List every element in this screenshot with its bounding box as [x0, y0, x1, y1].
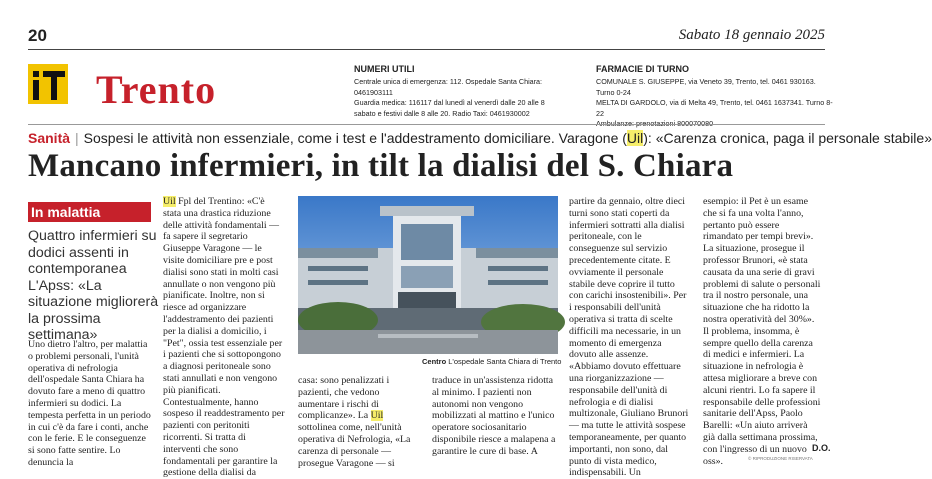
issue-date: Sabato 18 gennaio 2025 — [678, 27, 825, 43]
numeri-utili-title: NUMERI UTILI — [354, 64, 415, 74]
numeri-utili-line: Guardia medica: 116117 dal lunedì al venerdì dalle 20 alle 8 — [354, 98, 545, 107]
article-column-6: esempio: il Pet è un esame che si fa una volta l'anno, pertanto può essere rimandato per tempi brevi». La situazione, prosegue il professor Brunori, «è stata causata da una serie di gravi problemi di salute o personali tra il nostro personale, una situazione che ha ridotto la nostra operatività del 30%». Il problema, insomma, è sempre quello della carenza di medici e infermieri. La situazione in nefrologia è attesa migliorare a breve con alcuni rientri. Lo fa sapere il responsabile delle professioni sanitarie dell'Apss, Paolo Barelli: «Un aiuto arriverà già dalla settimana prossima, con l'ingresso di un nuovo oss». — [703, 196, 821, 467]
photo-caption — [422, 357, 561, 366]
farmacie-title: FARMACIE DI TURNO — [596, 64, 689, 74]
article-column-2 — [163, 196, 285, 479]
top-divider — [28, 49, 825, 50]
article-column-4: traduce in un'assistenza ridotta al minimo. I pazienti non autonomi non vengono mobilizzati al mattino e l'unico operatore sociosanitario disponibile riesce a malapena a garantire le cure di base. A — [432, 375, 556, 457]
hospital-photo — [298, 196, 558, 354]
kicker-highlight: Uil — [626, 130, 644, 146]
sidebar-tag: In malattia — [28, 202, 151, 222]
article-kicker — [28, 130, 932, 146]
column-3-text: casa: sono penalizzati i pazienti, che vedono aumentare i rischi di complicanze». La — [298, 375, 390, 422]
page-number: 20 — [28, 26, 47, 45]
hospital-photo-image — [298, 196, 558, 354]
section-divider — [28, 124, 825, 125]
numeri-utili-box — [354, 77, 569, 119]
caption-label: Centro — [422, 357, 447, 366]
highlight-uil: Uil — [163, 196, 176, 207]
article-summary: Quattro infermieri su dodici assenti in contemporanea L'Apss: «La situazione migliorerà la prossima settimana» — [28, 228, 159, 343]
kicker-text-end: ): «Carenza cronica, paga il personale stabile» — [643, 130, 932, 146]
numeri-utili-line: sabato e festivi dalle 8 alle 20. Radio Taxi: 0461930002 — [354, 108, 530, 118]
column-2-text: Fpl del Trentino: «C'è stata una drastica riduzione delle attività fondamentali — fa sapere il segretario Giuseppe Varagone — le visite domiciliare pre e post dialisi sono stati in molti casi annullate o non vengono più pianificate. Inoltre, non si riesce ad organizzare l'addestramento dei pazienti per la dialisi a domicilio, i "Pet", ossia test essenziale per i pazienti che si sottopongono a diagnosi peritoneale sono stati annullati e non vengono più pianificati. Contestualmente, hanno sospeso il readdestramento per pazienti con peritoniti ricorrenti. Si tratta di interventi che sono fondamentali per garantire la gestione della dialisi da — [163, 196, 285, 479]
column-3-text-end: sottolinea come, nell'unità operativa di Nefrologia, «La carenza di personale — prosegue Varagone — si — [298, 422, 411, 469]
highlight-uil: Uil — [370, 410, 384, 422]
farmacie-box — [596, 77, 836, 130]
kicker-text: Sospesi le attività non essenziale, come i test e l'addestramento domiciliare. Varagone ( — [83, 130, 627, 146]
newspaper-logo-icon — [28, 64, 68, 104]
kicker-separator: | — [75, 130, 79, 146]
article-column-1: Uno dietro l'altro, per malattia o problemi personali, l'unità operativa di nefrologia dell'ospedale Santa Chiara ha dovuto fare a meno di quattro infermieri su dodici. La tempesta perfetta in un periodo in cui c'è da fare i conti, anche con le ferie. E le conseguenze si sono fatte sentire. Lo denuncia la — [28, 339, 151, 468]
section-title: Trento — [96, 67, 217, 112]
article-column-3 — [298, 375, 416, 469]
author-signature: D.O. — [812, 443, 831, 453]
farmacie-line: MELTA DI GARDOLO, via di Melta 49, Trento, tel. 0461 1637341. Turno 8-22 — [596, 98, 833, 118]
kicker-category: Sanità — [28, 130, 71, 146]
article-headline: Mancano infermieri, in tilt la dialisi del S. Chiara — [28, 148, 734, 184]
farmacie-line: COMUNALE S. GIUSEPPE, via Veneto 39, Trento, tel. 0461 930163. Turno 0-24 — [596, 77, 816, 97]
reproduction-notice: © RIPRODUZIONE RISERVATA — [748, 456, 813, 461]
numeri-utili-line: Centrale unica di emergenza: 112. Ospedale Santa Chiara: 0461903111 — [354, 77, 543, 97]
caption-text: L'ospedale Santa Chiara di Trento — [448, 357, 562, 366]
article-column-5: partire da gennaio, oltre dieci turni sono stati coperti da infermieri sottratti alla dialisi peritoneale, con le conseguenze sul servizio precedentemente citate. E ovviamente il personale stabile deve coprire il tutto con carichi insostenibili». Per i responsabili dell'unità operativa si tratta di scelte difficili ma necessarie, in un momento di emergenza dovuto alle assenze. «Abbiamo dovuto effettuare una riorganizzazione — responsabile dell'unità di nefrologia e di dialisi multizonale, Giuliano Brunori — ma tutte le attività sospese temporaneamente, per quanto importanti, non sono, dal punto di vista medico, indispensabili. Un — [569, 196, 689, 479]
